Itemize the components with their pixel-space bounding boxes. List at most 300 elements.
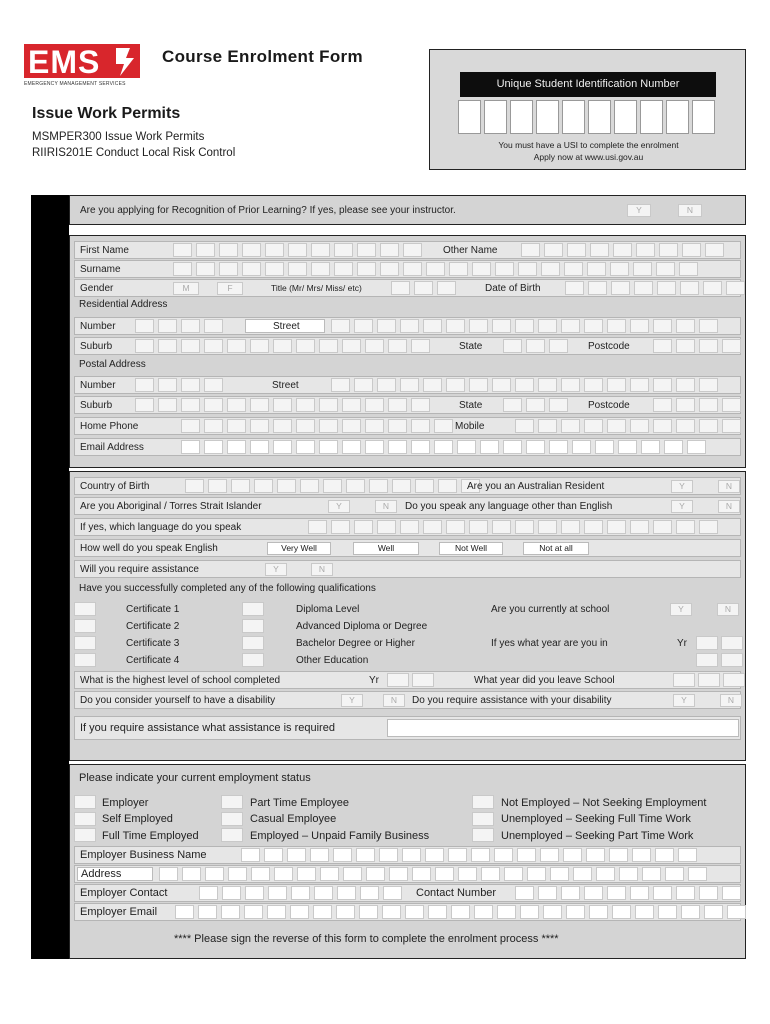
resident-no-box[interactable]: N [718, 480, 740, 493]
char-cell[interactable] [520, 905, 539, 919]
char-cell[interactable] [538, 319, 557, 333]
char-cell[interactable] [446, 378, 465, 392]
char-cell[interactable] [204, 319, 223, 333]
char-cell[interactable] [382, 905, 401, 919]
char-cell[interactable] [331, 378, 350, 392]
certificate-3-checkbox[interactable] [74, 636, 96, 650]
disability-yes-box[interactable]: Y [341, 694, 363, 707]
char-cell[interactable] [319, 398, 338, 412]
unpaid-family-checkbox[interactable] [221, 828, 243, 842]
char-cell[interactable] [388, 339, 407, 353]
char-cell[interactable] [472, 262, 491, 276]
char-cell[interactable] [658, 905, 677, 919]
char-cell[interactable] [596, 867, 615, 881]
char-cell[interactable] [273, 339, 292, 353]
postal-street-field[interactable] [331, 378, 718, 392]
char-cell[interactable] [219, 262, 238, 276]
bachelor-checkbox[interactable] [242, 636, 264, 650]
char-cell[interactable] [538, 378, 557, 392]
char-cell[interactable] [250, 339, 269, 353]
char-cell[interactable] [699, 319, 718, 333]
char-cell[interactable] [196, 262, 215, 276]
postal-state-field[interactable] [503, 398, 568, 412]
char-cell[interactable] [611, 281, 630, 295]
char-cell[interactable] [273, 419, 292, 433]
char-cell[interactable] [549, 440, 568, 454]
char-cell[interactable] [277, 479, 296, 493]
char-cell[interactable] [264, 848, 283, 862]
char-cell[interactable] [405, 905, 424, 919]
char-cell[interactable] [323, 479, 342, 493]
char-cell[interactable] [699, 378, 718, 392]
dob-field[interactable] [565, 281, 745, 295]
char-cell[interactable] [319, 419, 338, 433]
char-cell[interactable] [181, 319, 200, 333]
char-cell[interactable] [474, 905, 493, 919]
char-cell[interactable] [584, 520, 603, 534]
char-cell[interactable] [377, 319, 396, 333]
char-cell[interactable] [343, 867, 362, 881]
char-cell[interactable] [411, 339, 430, 353]
char-cell[interactable] [682, 243, 701, 257]
char-cell[interactable] [400, 520, 419, 534]
char-cell[interactable] [561, 378, 580, 392]
char-cell[interactable] [705, 243, 724, 257]
char-cell[interactable] [607, 378, 626, 392]
char-cell[interactable] [181, 378, 200, 392]
char-cell[interactable] [403, 243, 422, 257]
business-name-field[interactable] [241, 848, 697, 862]
char-cell[interactable] [414, 281, 433, 295]
char-cell[interactable] [357, 262, 376, 276]
char-cell[interactable] [607, 520, 626, 534]
char-cell[interactable] [219, 243, 238, 257]
char-cell[interactable] [446, 319, 465, 333]
char-cell[interactable] [526, 398, 545, 412]
advanced-diploma-checkbox[interactable] [242, 619, 264, 633]
char-cell[interactable] [435, 867, 454, 881]
disability-assist-yes-box[interactable]: Y [673, 694, 695, 707]
char-cell[interactable] [586, 848, 605, 862]
usi-char-input[interactable] [614, 100, 637, 134]
certificate-1-checkbox[interactable] [74, 602, 96, 616]
char-cell[interactable] [334, 262, 353, 276]
char-cell[interactable] [196, 243, 215, 257]
char-cell[interactable] [227, 440, 246, 454]
char-cell[interactable] [471, 848, 490, 862]
char-cell[interactable] [704, 905, 723, 919]
char-cell[interactable] [517, 848, 536, 862]
char-cell[interactable] [492, 319, 511, 333]
char-cell[interactable] [296, 440, 315, 454]
res-number-field[interactable] [135, 319, 223, 333]
english-not-at-all-option[interactable]: Not at all [523, 542, 589, 555]
char-cell[interactable] [383, 886, 402, 900]
country-of-birth-field[interactable] [185, 479, 480, 493]
school-year-input-4[interactable] [721, 653, 743, 667]
char-cell[interactable] [181, 419, 200, 433]
surname-field[interactable] [173, 262, 698, 276]
gender-female-box[interactable]: F [217, 282, 243, 295]
char-cell[interactable] [584, 319, 603, 333]
diploma-checkbox[interactable] [242, 602, 264, 616]
aboriginal-yes-box[interactable]: Y [328, 500, 350, 513]
char-cell[interactable] [653, 378, 672, 392]
usi-char-input[interactable] [458, 100, 481, 134]
char-cell[interactable] [451, 905, 470, 919]
char-cell[interactable] [242, 243, 261, 257]
char-cell[interactable] [607, 419, 626, 433]
char-cell[interactable] [504, 867, 523, 881]
char-cell[interactable] [342, 398, 361, 412]
char-cell[interactable] [676, 339, 695, 353]
char-cell[interactable] [665, 867, 684, 881]
char-cell[interactable] [727, 905, 746, 919]
left-school-input-2[interactable] [698, 673, 720, 687]
char-cell[interactable] [250, 440, 269, 454]
char-cell[interactable] [503, 398, 522, 412]
char-cell[interactable] [365, 440, 384, 454]
highest-school-input-2[interactable] [412, 673, 434, 687]
char-cell[interactable] [726, 281, 745, 295]
char-cell[interactable] [297, 867, 316, 881]
char-cell[interactable] [619, 867, 638, 881]
char-cell[interactable] [438, 479, 457, 493]
char-cell[interactable] [678, 848, 697, 862]
char-cell[interactable] [400, 378, 419, 392]
char-cell[interactable] [687, 440, 706, 454]
char-cell[interactable] [388, 398, 407, 412]
char-cell[interactable] [503, 339, 522, 353]
char-cell[interactable] [469, 520, 488, 534]
char-cell[interactable] [135, 398, 154, 412]
title-field[interactable] [391, 281, 456, 295]
char-cell[interactable] [549, 398, 568, 412]
char-cell[interactable] [181, 398, 200, 412]
char-cell[interactable] [437, 281, 456, 295]
char-cell[interactable] [642, 867, 661, 881]
char-cell[interactable] [630, 378, 649, 392]
char-cell[interactable] [664, 440, 683, 454]
char-cell[interactable] [676, 520, 695, 534]
char-cell[interactable] [494, 848, 513, 862]
char-cell[interactable] [227, 398, 246, 412]
char-cell[interactable] [549, 339, 568, 353]
home-phone-field[interactable] [181, 419, 453, 433]
char-cell[interactable] [564, 262, 583, 276]
school-year-input-2[interactable] [721, 636, 743, 650]
char-cell[interactable] [402, 848, 421, 862]
assistance-no-box[interactable]: N [311, 563, 333, 576]
char-cell[interactable] [308, 520, 327, 534]
char-cell[interactable] [428, 905, 447, 919]
char-cell[interactable] [274, 867, 293, 881]
char-cell[interactable] [300, 479, 319, 493]
char-cell[interactable] [469, 319, 488, 333]
char-cell[interactable] [630, 419, 649, 433]
char-cell[interactable] [221, 905, 240, 919]
char-cell[interactable] [173, 262, 192, 276]
char-cell[interactable] [365, 398, 384, 412]
char-cell[interactable] [632, 848, 651, 862]
char-cell[interactable] [354, 520, 373, 534]
char-cell[interactable] [205, 867, 224, 881]
char-cell[interactable] [296, 419, 315, 433]
char-cell[interactable] [676, 419, 695, 433]
char-cell[interactable] [319, 339, 338, 353]
employer-contact-field[interactable] [199, 886, 402, 900]
char-cell[interactable] [434, 440, 453, 454]
char-cell[interactable] [135, 319, 154, 333]
char-cell[interactable] [334, 243, 353, 257]
char-cell[interactable] [342, 440, 361, 454]
char-cell[interactable] [448, 848, 467, 862]
char-cell[interactable] [254, 479, 273, 493]
char-cell[interactable] [584, 886, 603, 900]
certificate-4-checkbox[interactable] [74, 653, 96, 667]
char-cell[interactable] [198, 905, 217, 919]
char-cell[interactable] [388, 419, 407, 433]
char-cell[interactable] [653, 398, 672, 412]
char-cell[interactable] [415, 479, 434, 493]
char-cell[interactable] [641, 440, 660, 454]
char-cell[interactable] [526, 339, 545, 353]
char-cell[interactable] [403, 262, 422, 276]
char-cell[interactable] [563, 848, 582, 862]
char-cell[interactable] [331, 319, 350, 333]
part-time-checkbox[interactable] [221, 795, 243, 809]
char-cell[interactable] [541, 262, 560, 276]
char-cell[interactable] [688, 867, 707, 881]
char-cell[interactable] [584, 378, 603, 392]
left-school-input-1[interactable] [673, 673, 695, 687]
char-cell[interactable] [526, 440, 545, 454]
char-cell[interactable] [722, 339, 741, 353]
left-school-input-3[interactable] [723, 673, 745, 687]
char-cell[interactable] [265, 243, 284, 257]
other-name-field[interactable] [521, 243, 724, 257]
char-cell[interactable] [584, 419, 603, 433]
char-cell[interactable] [497, 905, 516, 919]
char-cell[interactable] [527, 867, 546, 881]
char-cell[interactable] [653, 520, 672, 534]
char-cell[interactable] [336, 905, 355, 919]
char-cell[interactable] [311, 262, 330, 276]
char-cell[interactable] [204, 378, 223, 392]
usi-char-input[interactable] [640, 100, 663, 134]
char-cell[interactable] [296, 339, 315, 353]
char-cell[interactable] [612, 905, 631, 919]
disability-no-box[interactable]: N [383, 694, 405, 707]
char-cell[interactable] [391, 281, 410, 295]
char-cell[interactable] [676, 319, 695, 333]
char-cell[interactable] [676, 378, 695, 392]
res-street-field[interactable] [331, 319, 718, 333]
char-cell[interactable] [699, 339, 718, 353]
char-cell[interactable] [550, 867, 569, 881]
char-cell[interactable] [158, 378, 177, 392]
char-cell[interactable] [503, 440, 522, 454]
char-cell[interactable] [411, 419, 430, 433]
char-cell[interactable] [469, 378, 488, 392]
char-cell[interactable] [607, 319, 626, 333]
char-cell[interactable] [290, 905, 309, 919]
char-cell[interactable] [630, 886, 649, 900]
certificate-2-checkbox[interactable] [74, 619, 96, 633]
char-cell[interactable] [426, 262, 445, 276]
char-cell[interactable] [204, 339, 223, 353]
char-cell[interactable] [331, 520, 350, 534]
char-cell[interactable] [653, 339, 672, 353]
char-cell[interactable] [540, 848, 559, 862]
assistance-required-input[interactable] [387, 719, 739, 737]
char-cell[interactable] [227, 339, 246, 353]
char-cell[interactable] [296, 398, 315, 412]
char-cell[interactable] [365, 419, 384, 433]
char-cell[interactable] [359, 905, 378, 919]
char-cell[interactable] [515, 520, 534, 534]
char-cell[interactable] [377, 520, 396, 534]
char-cell[interactable] [360, 886, 379, 900]
char-cell[interactable] [655, 848, 674, 862]
char-cell[interactable] [354, 319, 373, 333]
postal-postcode-field[interactable] [653, 398, 741, 412]
char-cell[interactable] [587, 262, 606, 276]
char-cell[interactable] [561, 419, 580, 433]
char-cell[interactable] [610, 262, 629, 276]
char-cell[interactable] [609, 848, 628, 862]
char-cell[interactable] [538, 520, 557, 534]
school-no-box[interactable]: N [717, 603, 739, 616]
char-cell[interactable] [356, 848, 375, 862]
char-cell[interactable] [159, 867, 178, 881]
char-cell[interactable] [288, 262, 307, 276]
char-cell[interactable] [515, 319, 534, 333]
char-cell[interactable] [659, 243, 678, 257]
postal-number-field[interactable] [135, 378, 223, 392]
char-cell[interactable] [480, 440, 499, 454]
char-cell[interactable] [572, 440, 591, 454]
char-cell[interactable] [411, 440, 430, 454]
char-cell[interactable] [135, 378, 154, 392]
char-cell[interactable] [561, 886, 580, 900]
english-well-option[interactable]: Well [353, 542, 419, 555]
char-cell[interactable] [561, 319, 580, 333]
usi-char-input[interactable] [510, 100, 533, 134]
char-cell[interactable] [185, 479, 204, 493]
char-cell[interactable] [458, 867, 477, 881]
char-cell[interactable] [589, 905, 608, 919]
char-cell[interactable] [313, 905, 332, 919]
char-cell[interactable] [288, 243, 307, 257]
usi-char-input[interactable] [536, 100, 559, 134]
english-very-well-option[interactable]: Very Well [267, 542, 331, 555]
char-cell[interactable] [242, 262, 261, 276]
rpl-no-box[interactable]: N [678, 204, 702, 217]
seeking-part-time-checkbox[interactable] [472, 828, 494, 842]
char-cell[interactable] [607, 886, 626, 900]
char-cell[interactable] [495, 262, 514, 276]
char-cell[interactable] [457, 440, 476, 454]
char-cell[interactable] [481, 867, 500, 881]
char-cell[interactable] [703, 281, 722, 295]
not-seeking-checkbox[interactable] [472, 795, 494, 809]
char-cell[interactable] [273, 440, 292, 454]
char-cell[interactable] [135, 339, 154, 353]
char-cell[interactable] [181, 440, 200, 454]
full-time-checkbox[interactable] [74, 828, 96, 842]
char-cell[interactable] [657, 281, 676, 295]
char-cell[interactable] [538, 419, 557, 433]
char-cell[interactable] [588, 281, 607, 295]
res-suburb-field[interactable] [135, 339, 430, 353]
char-cell[interactable] [449, 262, 468, 276]
char-cell[interactable] [630, 520, 649, 534]
char-cell[interactable] [311, 243, 330, 257]
char-cell[interactable] [699, 886, 718, 900]
char-cell[interactable] [244, 905, 263, 919]
casual-checkbox[interactable] [221, 812, 243, 826]
mobile-field[interactable] [515, 419, 741, 433]
language-yes-box[interactable]: Y [671, 500, 693, 513]
char-cell[interactable] [699, 520, 718, 534]
char-cell[interactable] [320, 867, 339, 881]
char-cell[interactable] [231, 479, 250, 493]
other-education-checkbox[interactable] [242, 653, 264, 667]
char-cell[interactable] [250, 419, 269, 433]
char-cell[interactable] [635, 905, 654, 919]
self-employed-checkbox[interactable] [74, 812, 96, 826]
char-cell[interactable] [434, 419, 453, 433]
char-cell[interactable] [653, 319, 672, 333]
char-cell[interactable] [314, 886, 333, 900]
char-cell[interactable] [380, 243, 399, 257]
char-cell[interactable] [722, 886, 741, 900]
char-cell[interactable] [337, 886, 356, 900]
char-cell[interactable] [566, 905, 585, 919]
char-cell[interactable] [182, 867, 201, 881]
char-cell[interactable] [346, 479, 365, 493]
usi-char-input[interactable] [484, 100, 507, 134]
char-cell[interactable] [342, 419, 361, 433]
char-cell[interactable] [228, 867, 247, 881]
char-cell[interactable] [389, 867, 408, 881]
char-cell[interactable] [722, 419, 741, 433]
contact-number-field[interactable] [515, 886, 741, 900]
school-year-input-1[interactable] [696, 636, 718, 650]
usi-char-input[interactable] [692, 100, 715, 134]
char-cell[interactable] [423, 319, 442, 333]
char-cell[interactable] [287, 848, 306, 862]
school-yes-box[interactable]: Y [670, 603, 692, 616]
char-cell[interactable] [173, 243, 192, 257]
usi-char-input[interactable] [562, 100, 585, 134]
char-cell[interactable] [388, 440, 407, 454]
resident-yes-box[interactable]: Y [671, 480, 693, 493]
rpl-yes-box[interactable]: Y [627, 204, 651, 217]
char-cell[interactable] [158, 319, 177, 333]
seeking-full-time-checkbox[interactable] [472, 812, 494, 826]
char-cell[interactable] [676, 886, 695, 900]
char-cell[interactable] [423, 520, 442, 534]
char-cell[interactable] [590, 243, 609, 257]
employer-checkbox[interactable] [74, 795, 96, 809]
char-cell[interactable] [158, 339, 177, 353]
char-cell[interactable] [265, 262, 284, 276]
char-cell[interactable] [680, 281, 699, 295]
char-cell[interactable] [699, 398, 718, 412]
aboriginal-no-box[interactable]: N [375, 500, 397, 513]
